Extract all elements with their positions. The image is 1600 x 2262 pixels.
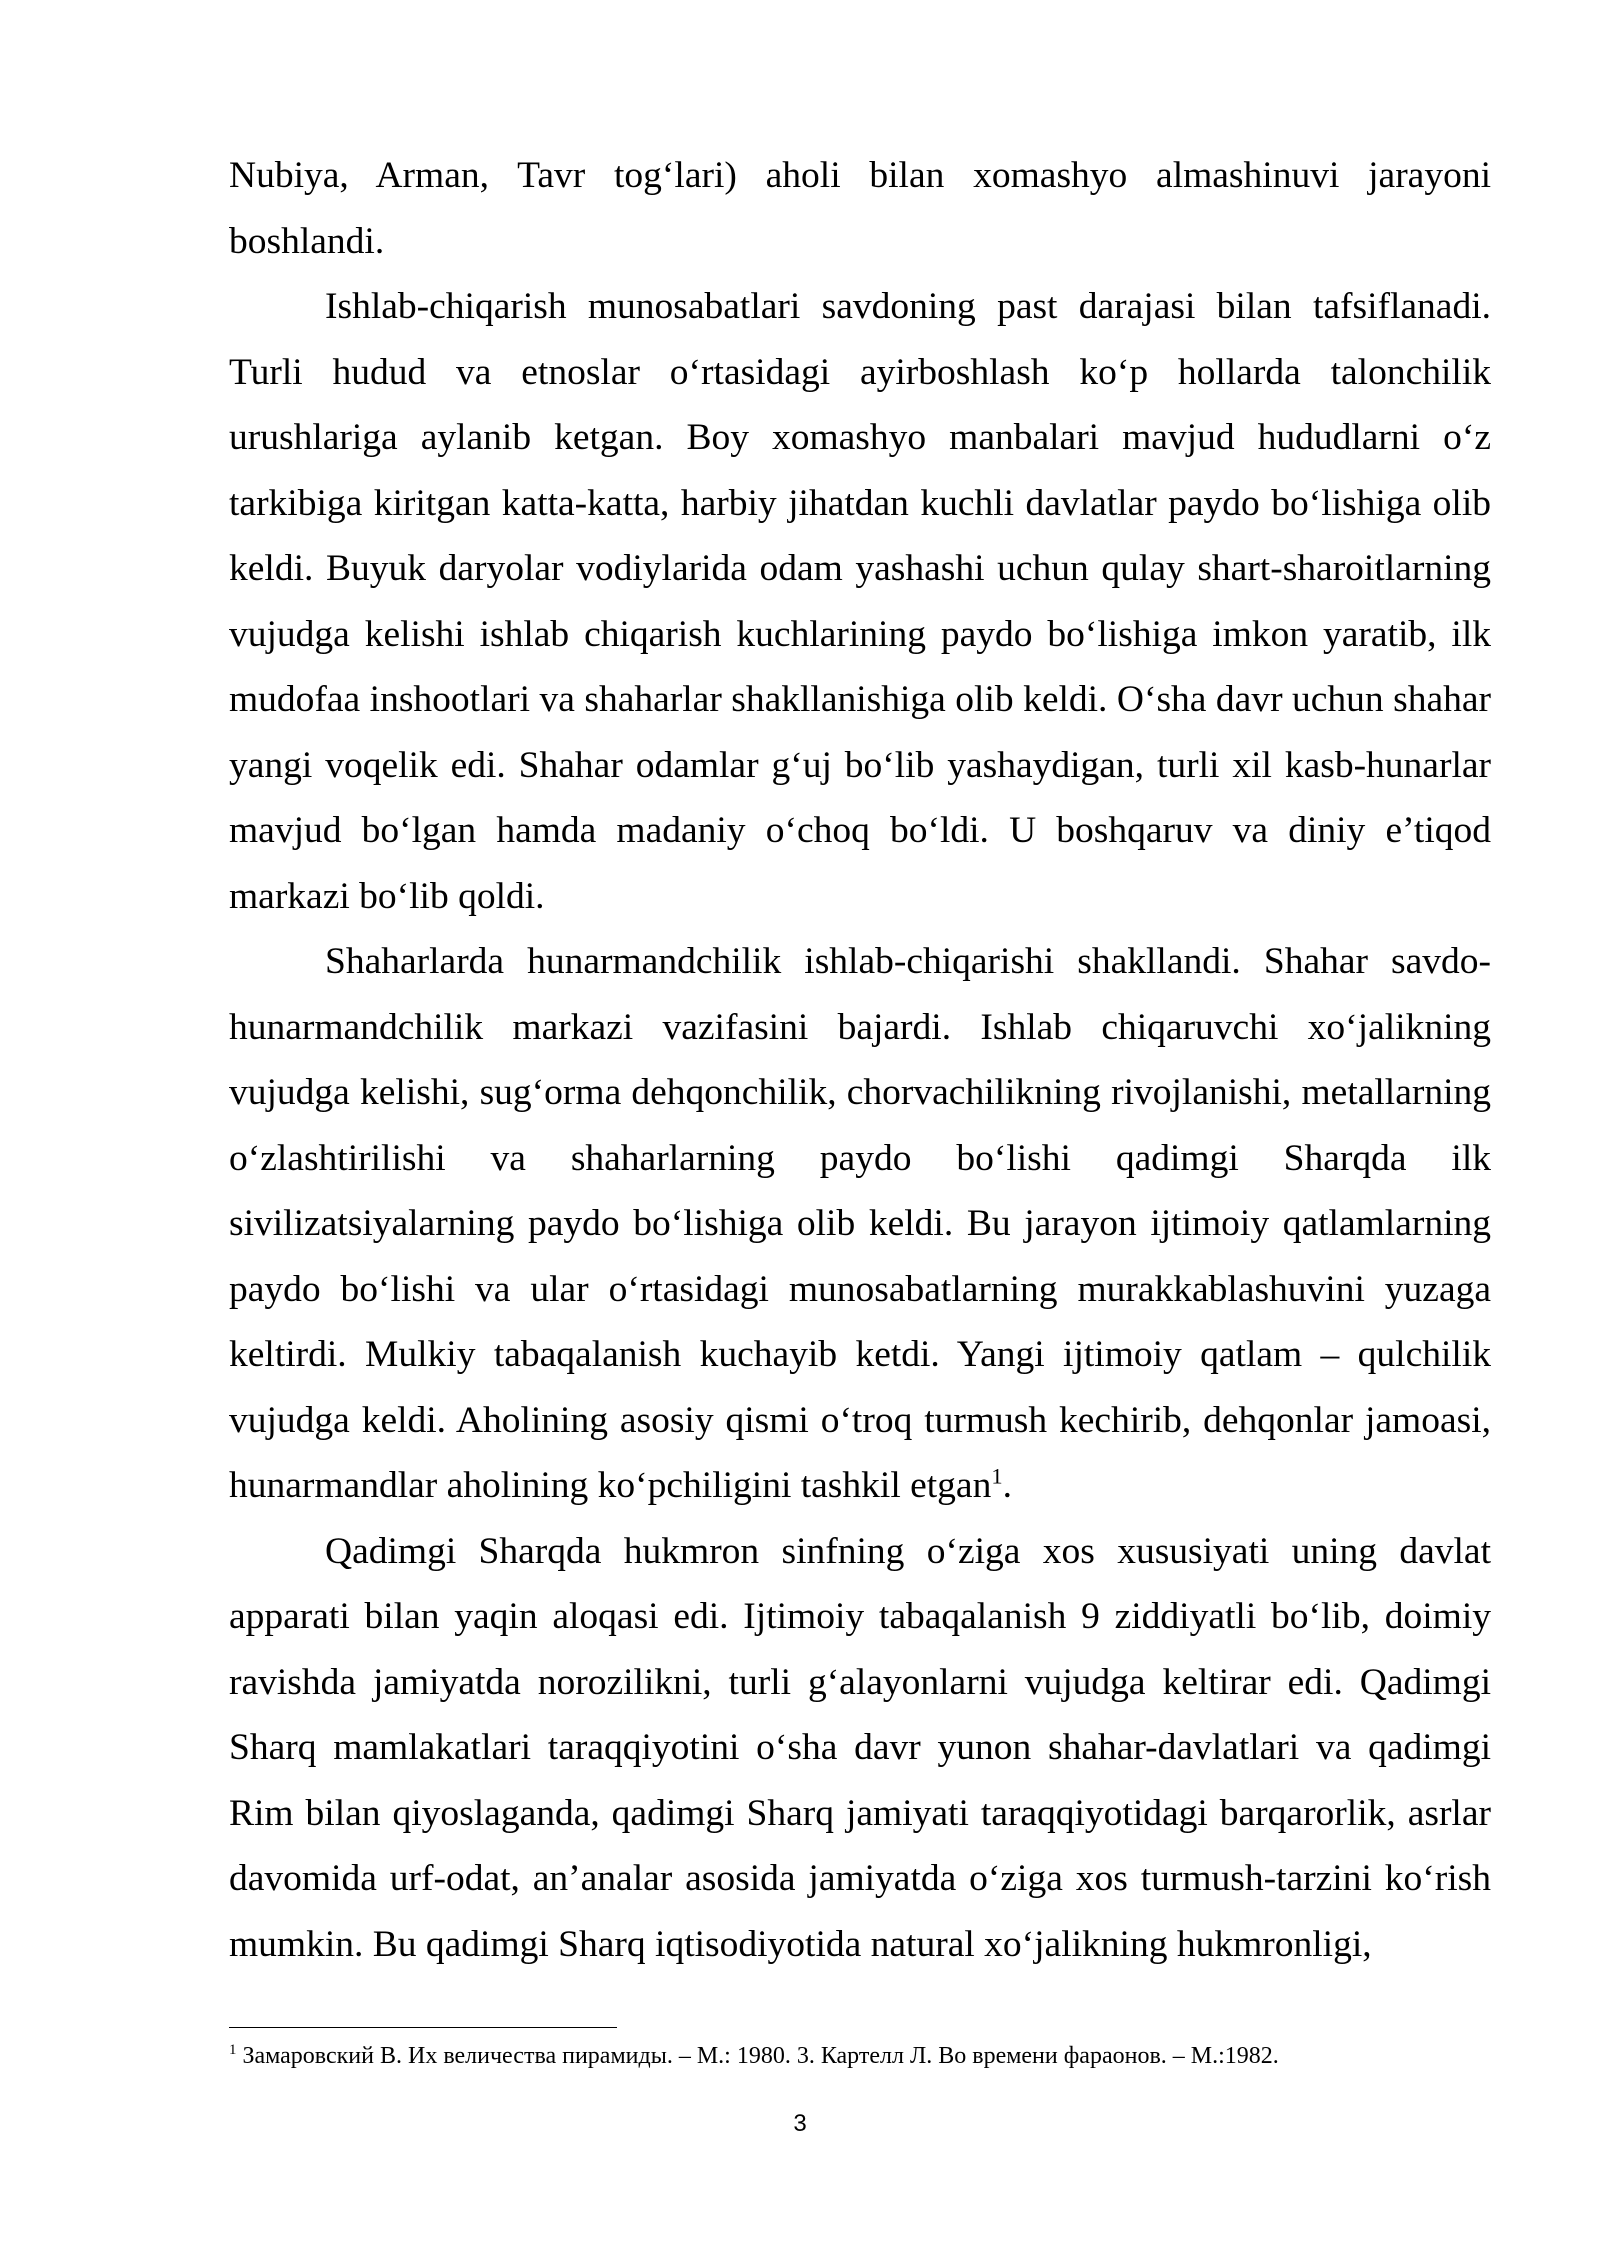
paragraph-4: Qadimgi Sharqda hukmron sinfning o‘ziga xos xususiyati uning davlat apparati bilan yaqin aloqasi edi. Ijtimoiy tabaqalanish 9 ziddiyatli bo‘lib, doimiy ravishda jamiyatda norozilikni, turli g‘alayonlarni vujudga keltirar edi. Qadimgi Sharq mamlakatlari taraqqiyotini o‘sha davr yunon shahar-davlatlari va qadimgi Rim bilan qiyoslaganda, qadimgi Sharq jamiyati taraqqiyotidagi barqarorlik, asrlar davomida urf-odat, an’analar asosida jamiyatda o‘ziga xos turmush-tarzini ko‘rish mumkin. Bu qadimgi Sharq iqtisodiyotida natural xo‘jalikning hukmronligi, [229, 1530, 1491, 1965]
page-number: 3 [793, 2110, 807, 2137]
body-text [229, 143, 1491, 1977]
paragraph-2: Ishlab-chiqarish munosabatlari savdoning past darajasi bilan tafsiflanadi. Turli hudud va etnoslar o‘rtasidagi ayirboshlash ko‘p hollarda talonchilik urushlariga aylanib ketgan. Boy xomashyo manbalari mavjud hududlarni o‘z tarkibiga kiritgan katta-katta, harbiy jihatdan kuchli davlatlar paydo bo‘lishiga olib keldi. Buyuk daryolar vodiylarida odam yashashi uchun qulay shart-sharoitlarning vujudga kelishi ishlab chiqarish kuchlarining paydo bo‘lishiga imkon yaratib, ilk mudofaa inshootlari va shaharlar shakllanishiga olib keldi. O‘sha davr uchun shahar yangi voqelik edi. Shahar odamlar g‘uj bo‘lib yashaydigan, turli xil kasb-hunarlar mavjud bo‘lgan hamda madaniy o‘choq bo‘ldi. U boshqaruv va diniy e’tiqod markazi bo‘lib qoldi. [229, 286, 1491, 917]
footnote-marker: 1 [229, 2042, 237, 2058]
paragraph-3-tail: . [1002, 1465, 1012, 1506]
paragraph-3 [229, 929, 1491, 1519]
footnote [229, 2040, 1491, 2072]
footnote-text: Замаровский В. Их величества пирамиды. – М.: 1980. 3. Картелл Л. Во времени фараонов. – М.:1982. [236, 2043, 1279, 2069]
paragraph-3-text: Shaharlarda hunarmandchilik ishlab-chiqarishi shakllandi. Shahar savdo-hunarmandchilik markazi vazifasini bajardi. Ishlab chiqaruvchi xo‘jalikning vujudga kelishi, sug‘orma dehqonchilik, chorvachilikning rivojlanishi, metallarning o‘zlashtirilishi va shaharlarning paydo bo‘lishi qadimgi Sharqda ilk sivilizatsiyalarning paydo bo‘lishiga olib keldi. Bu jarayon ijtimoiy qatlamlarning paydo bo‘lishi va ular o‘rtasidagi munosabatlarning murakkablashuvini yuzaga keltirdi. Mulkiy tabaqalanish kuchayib ketdi. Yangi ijtimoiy qatlam – qulchilik vujudga keldi. Aholining asosiy qismi o‘troq turmush kechirib, dehqonlar jamoasi, hunarmandlar aholining ko‘pchiligini tashkil etgan [229, 941, 1491, 1506]
footnote-separator [229, 2027, 617, 2028]
paragraph-1: Nubiya, Arman, Tavr tog‘lari) aholi bilan xomashyo almashinuvi jarayoni boshlandi. [229, 155, 1491, 262]
footnote-reference[interactable]: 1 [991, 1463, 1003, 1489]
